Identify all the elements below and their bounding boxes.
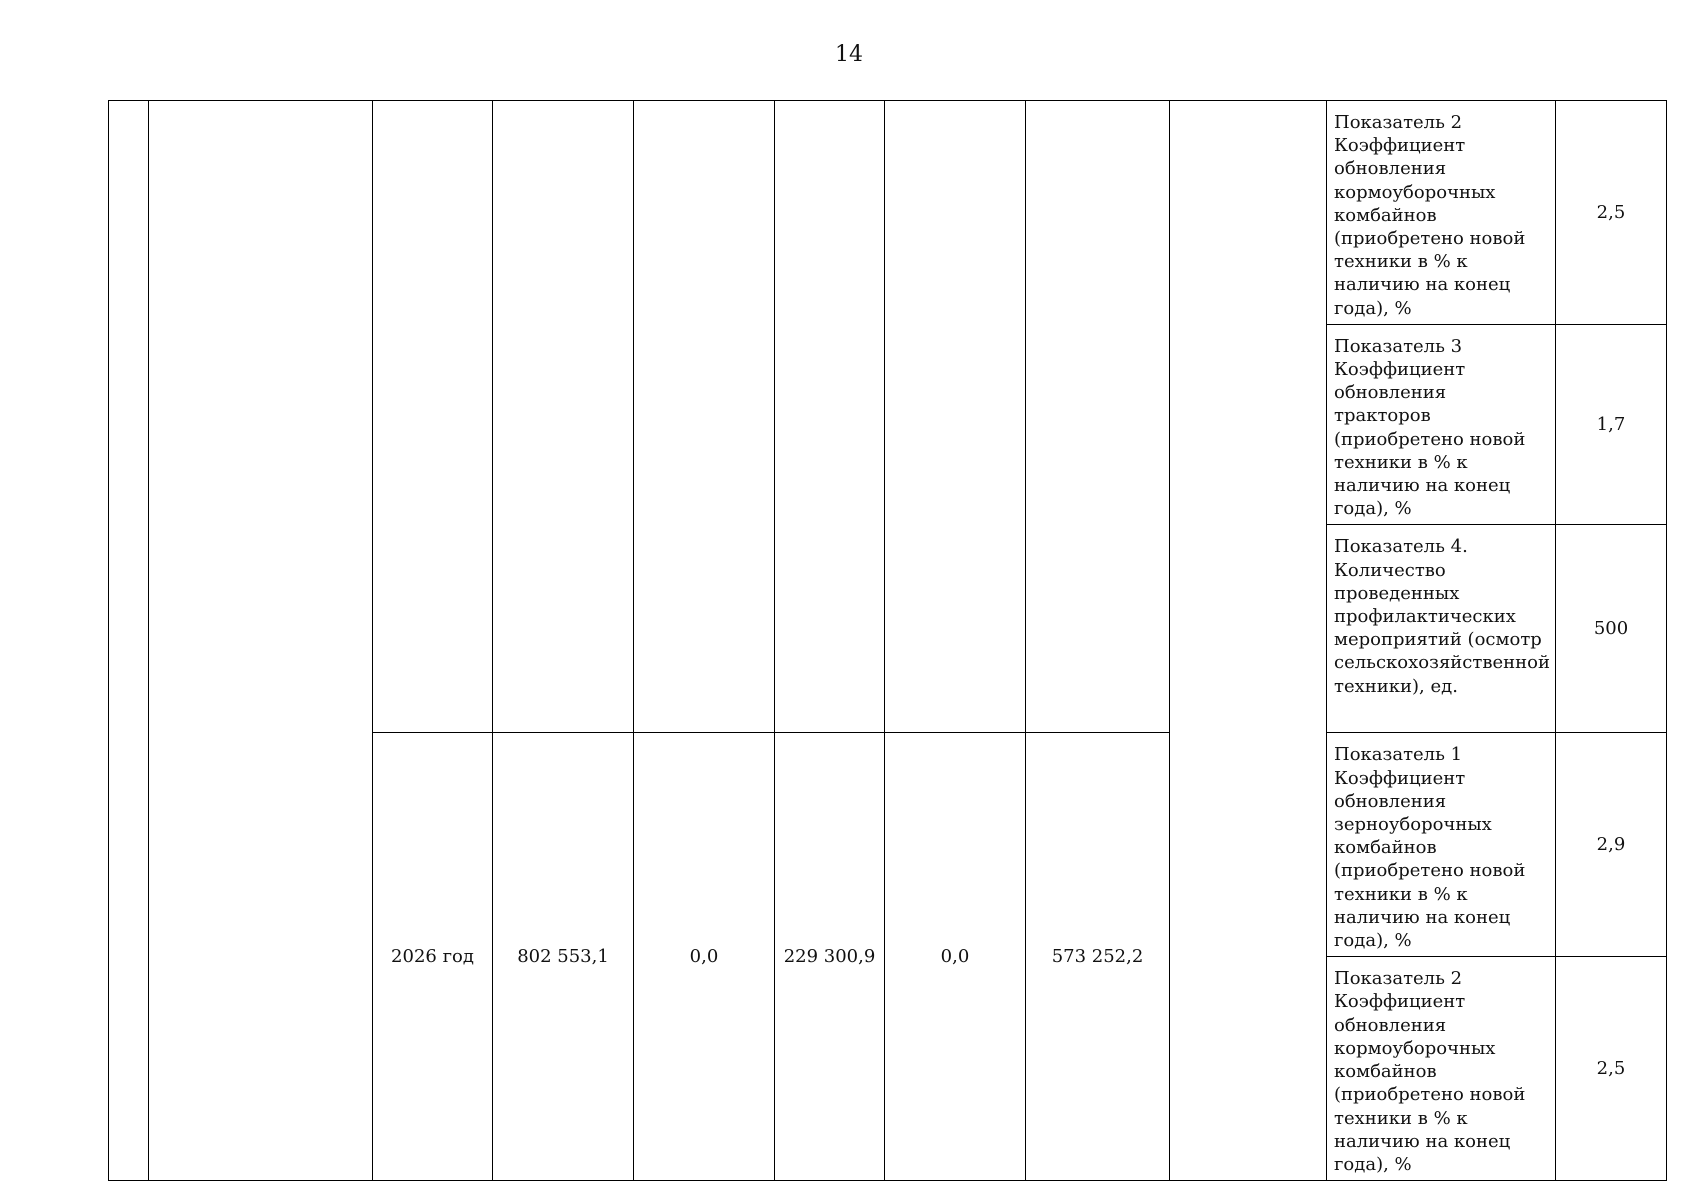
funding-cell-previous	[1026, 101, 1170, 733]
page-number: 14	[835, 42, 863, 67]
indicator-value: 500	[1556, 525, 1667, 733]
name-cell	[149, 101, 373, 1181]
indicator-text: Показатель 2 Коэффициент обновления кормоуборочных комбайнов (приобретено новой техники в % к наличию на конец года), %	[1327, 101, 1556, 325]
executor-cell	[1170, 101, 1327, 1181]
indicator-text: Показатель 2 Коэффициент обновления кормоуборочных комбайнов (приобретено новой техники в % к наличию на конец года), %	[1327, 957, 1556, 1181]
funding-cell-previous	[775, 101, 885, 733]
funding-cell-previous	[634, 101, 775, 733]
program-funding-table	[108, 100, 1667, 1181]
year-cell: 2026 год	[373, 733, 493, 1181]
indicator-value: 2,5	[1556, 957, 1667, 1181]
funding-cell-a: 0,0	[634, 733, 775, 1181]
year-cell-previous	[373, 101, 493, 733]
total-cell: 802 553,1	[493, 733, 634, 1181]
funding-cell-previous	[885, 101, 1026, 733]
funding-cell-d: 573 252,2	[1026, 733, 1170, 1181]
table-row	[109, 101, 1667, 325]
indicator-text: Показатель 3 Коэффициент обновления тракторов (приобретено новой техники в % к наличию на конец года), %	[1327, 324, 1556, 525]
funding-cell-c: 0,0	[885, 733, 1026, 1181]
number-cell	[109, 101, 149, 1181]
indicator-value: 2,9	[1556, 733, 1667, 957]
total-cell-previous	[493, 101, 634, 733]
indicator-value: 2,5	[1556, 101, 1667, 325]
indicator-text: Показатель 1 Коэффициент обновления зерноуборочных комбайнов (приобретено новой техники в % к наличию на конец года), %	[1327, 733, 1556, 957]
indicator-text: Показатель 4. Количество проведенных профилактических мероприятий (осмотр сельскохозяйственной техники), ед.	[1327, 525, 1556, 733]
indicator-value: 1,7	[1556, 324, 1667, 525]
funding-cell-b: 229 300,9	[775, 733, 885, 1181]
